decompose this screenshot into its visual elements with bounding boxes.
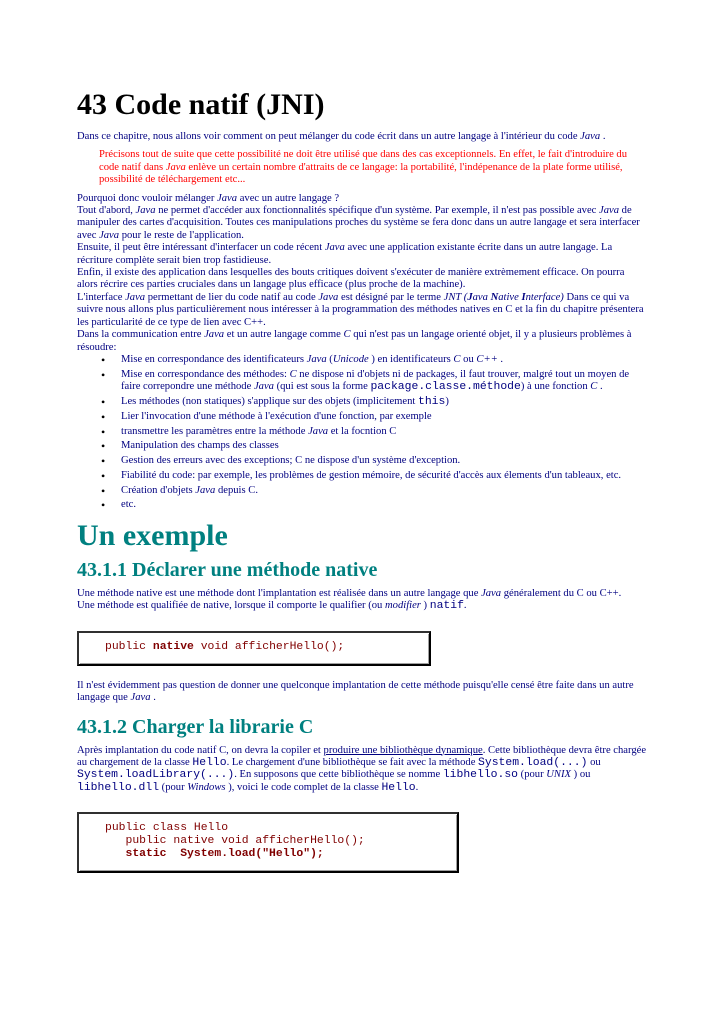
list-item: • Les méthodes (non statiques) s'applique sur des objets (implicitement this) — [121, 396, 647, 408]
native-paragraph-1: Une méthode native est une méthode dont l'implantation est réalisée dans un autre langage que Java généralement du C ou C++. — [77, 587, 622, 599]
code-block-hello — [77, 812, 459, 873]
why-line-6: Dans la communication entre Java et un autre langage comme C qui n'est pas un langage orienté objet, il y a plusieurs problèmes à résoudre: — [77, 329, 632, 353]
list-item: • Mise en correspondance des identificateurs Java (Unicode ) en identificateurs C ou C++ . — [121, 354, 647, 366]
native-paragraph-2: Une méthode est qualifiée de native, lorsque il comporte le qualifier (ou modifier ) natif. — [77, 600, 467, 613]
list-item: • Lier l'invocation d'une méthode à l'exécution d'une fonction, par exemple — [121, 411, 647, 423]
code-line-2: public native void afficherHello(); — [105, 835, 365, 848]
code-line-1: public class Hello — [105, 822, 229, 835]
page-title: 43 Code natif (JNI) — [77, 88, 325, 121]
list-item: • Gestion des erreurs avec des exceptions; C ne dispose d'un système d'exception. — [121, 455, 647, 467]
example-heading: Un exemple — [77, 518, 228, 552]
why-line-3: Ensuite, il peut être intéressant d'interfacer un code récent Java avec une application existante écrite dans un autre langage. La récriture complète serait bien trop fastidieuse. — [77, 242, 613, 266]
why-line-1: Pourquoi donc vouloir mélanger Java avec un autre langage ? — [77, 192, 340, 204]
list-item: • Création d'objets Java depuis C. — [121, 485, 647, 497]
code-block-native: public native void afficherHello(); — [77, 631, 431, 666]
list-item: • Fiabilité du code: par exemple, les problèmes de gestion mémoire, de sécurité d'accès aux élements d'un tableaux, etc. — [121, 470, 647, 482]
section-heading-native: 43.1.1 Déclarer une méthode native — [77, 558, 378, 581]
list-item: • Manipulation des champs des classes — [121, 440, 647, 452]
why-line-2: Tout d'abord, Java ne permet d'accéder aux fonctionnalités spécifique d'un système. Par exemple, il n'est pas possible avec Java de manipuler des cartes d'acquisition. Toutes ces manipulations proches du système se fera donc dans un autre langage et sera interfacer avec Java pour le reste de l'application. — [77, 205, 640, 241]
list-item: • etc. — [121, 499, 647, 511]
why-line-4: Enfin, il existe des application dans lesquelles des bouts critiques doivent s'exécuter de manière extrèmement efficace. On pourra alors récrire ces parties cruciales dans un langage plus efficace (plus proche de la machine). — [77, 267, 625, 291]
native-paragraph-3: Il n'est évidemment pas question de donner une quelconque implantation de cette méthode puisqu'elle censé être faite dans un autre langage que Java . — [77, 679, 634, 704]
code-line-3: static System.load("Hello"); — [105, 848, 324, 861]
list-item: • Mise en correspondance des méthodes: C ne dispose ni d'objets ni de packages, il faut trouver, malgré tout un moyen de faire correpondre une méthode Java (qui est sous la forme package.classe.méthode) à une fonction C . — [121, 369, 647, 394]
library-paragraph: Après implantation du code natif C, on devra la copiler et produire une bibliothèque dynamique. Cette bibliothèque devra être chargée au chargement de la classe Hello. Le chargement d'une bibliothèque se fait avec la méthode System.load(...) ou System.loadLibrary(...). En supposons que cette bibliothèque se nomme libhello.so (pour UNIX ) ou libhello.dll (pour Windows ), voici le code complet de la classe Hello. — [77, 744, 647, 794]
jni-term: JNT (Java Native Interface) — [443, 291, 564, 303]
why-line-5: L'interface Java permettant de lier du code natif au code Java est désigné par le terme JNT (Java Native Interface) Dans ce qui va suivre nous allons plus particulièrement nous intéresser à la programmation des méthodes natives en C et la fin du chapitre présentera les particularité de ce type de lien avec C++. — [77, 291, 644, 328]
document-page — [77, 88, 647, 873]
section-heading-library: 43.1.2 Charger la librarie C — [77, 715, 314, 738]
warning-paragraph: Précisons tout de suite que cette possibilité ne doit être utilisé que dans des cas exceptionnels. En effet, le fait d'introduire du code natif dans Java enlève un certain nombre d'attraits de ce langage: la portabilité, l'indépenance de la plate forme utilisé, possibilité de téléchargement etc... — [99, 149, 628, 186]
dynamic-library-link[interactable]: produire une bibliothèque dynamique — [323, 744, 483, 756]
intro-paragraph: Dans ce chapitre, nous allons voir comment on peut mélanger du code écrit dans un autre langage à l'intérieur du code Java . — [77, 131, 606, 142]
list-item: • transmettre les paramètres entre la méthode Java et la focntion C — [121, 426, 647, 438]
problems-list — [77, 354, 647, 512]
